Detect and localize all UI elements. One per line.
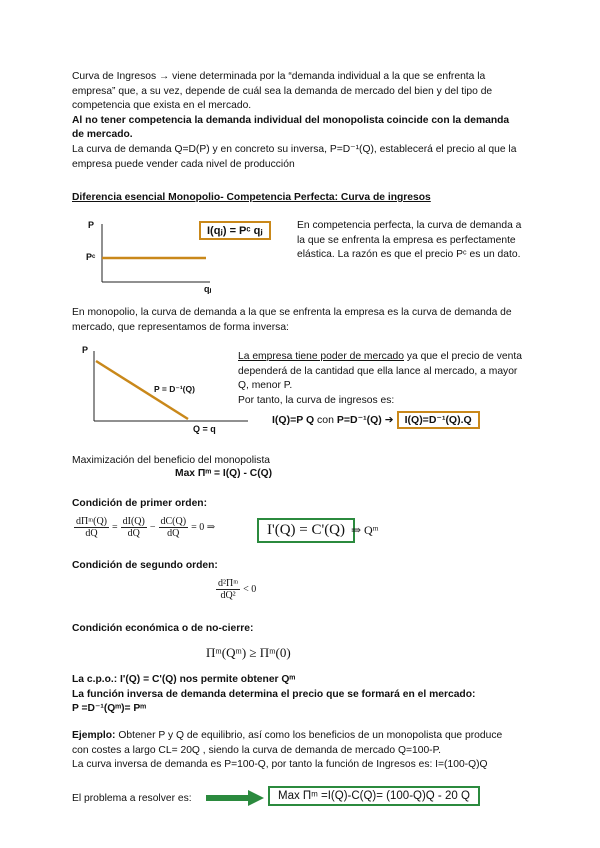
example-label: Ejemplo: <box>72 730 116 741</box>
intro-line: competencia que exista en el mercado. <box>72 100 252 112</box>
denominator: dQ <box>127 528 140 539</box>
text-line: Q, menor P. <box>238 380 293 392</box>
formula-part: P=D⁻¹(Q) <box>336 414 382 426</box>
text-line: mercado, que representamos de forma inversa: <box>72 321 289 333</box>
implication-arrow: ⇒ <box>351 523 362 537</box>
numerator: dI(Q) <box>122 516 145 527</box>
curve-label: P = D⁻¹(Q) <box>154 384 195 394</box>
equals-zero: = 0 ⇒ <box>191 522 216 533</box>
example-paragraph <box>72 729 562 773</box>
intro-line: empresa” que, a su vez, depende de cuál sea la demanda de mercado del bien y del tipo de <box>72 85 493 97</box>
equals-sign: = <box>112 522 118 533</box>
x-axis-label: qⱼ <box>204 284 212 294</box>
problem-box: Max Πᵐ =I(Q)-C(Q)= (100-Q)Q - 20 Q <box>268 786 480 806</box>
example-line: La curva inversa de demanda es P=100-Q, por tanto la función de Ingresos es: I=(100-Q)Q <box>72 759 488 771</box>
problem-label: El problema a resolver es: <box>72 793 192 804</box>
econ-formula: Πᵐ(Qᵐ) ≥ Πᵐ(0) <box>206 645 291 660</box>
maximization-label: Maximización del beneficio del monopolista <box>72 455 271 466</box>
revenue-function-formula <box>272 411 480 429</box>
example-line <box>72 729 562 744</box>
conclusion-line: P =D⁻¹(Qᵐ)= Pᵐ <box>72 703 147 715</box>
denominator: dQ <box>85 528 98 539</box>
intro-bold-line: Al no tener competencia la demanda individual del monopolista coincide con la demanda <box>72 114 510 126</box>
x-axis-label: Q = q <box>193 424 216 434</box>
foc-heading: Condición de primer orden: <box>72 498 208 509</box>
arrow-icon: ➔ <box>384 414 394 426</box>
formula-part: I(Q)=P Q <box>272 414 315 426</box>
text-line: En monopolio, la curva de demanda a la que se enfrenta la empresa es la curva de demanda de <box>72 307 512 318</box>
fraction <box>74 516 109 539</box>
formula-connector: con <box>314 414 337 426</box>
fraction <box>121 516 147 539</box>
econ-heading: Condición económica o de no-cierre: <box>72 623 254 634</box>
text-line: elástica. La razón es que el precio Pᶜ es un dato. <box>297 249 521 261</box>
foc-result-box: I'(Q) = C'(Q) <box>257 518 355 543</box>
conclusion-line: La c.p.o.: I'(Q) = C'(Q) nos permite obtener Qᵐ <box>72 674 296 685</box>
intro-line: La curva de demanda Q=D(P) y en concreto su inversa, P=D⁻¹(Q), establecerá el precio al que la <box>72 143 517 155</box>
intro-paragraph <box>72 70 552 172</box>
perfect-competition-graph <box>82 220 212 295</box>
minus-sign: − <box>149 522 156 533</box>
conclusions <box>72 673 552 717</box>
text-line <box>238 350 558 365</box>
monopoly-paragraph <box>72 306 552 335</box>
soc-heading: Condición de segundo orden: <box>72 560 218 571</box>
y-axis-label: P <box>88 220 95 230</box>
section-heading: Diferencia esencial Monopolio- Competencia Perfecta: Curva de ingresos <box>72 192 431 203</box>
denominator: dQ² <box>220 590 236 601</box>
example-line: con costes a largo CL= 20Q , siendo la curva de demanda de mercado Q=100-P. <box>72 744 442 756</box>
numerator: dΠᵐ(Q) <box>76 516 107 527</box>
numerator: d²Πᵐ <box>218 578 239 589</box>
y-axis-label: P <box>82 345 89 355</box>
intro-bold-line: de mercado. <box>72 129 133 141</box>
right-arrow-icon <box>206 790 264 806</box>
intro-line: empresa puede vender cada nivel de producción <box>72 158 295 170</box>
numerator: dC(Q) <box>160 516 187 527</box>
text-line: dependerá de la cantidad que ella lance al mercado, a mayor <box>238 365 518 377</box>
text-line: la que se enfrenta la empresa es perfectamente <box>297 234 516 246</box>
underlined-text: La empresa tiene poder de mercado <box>238 351 404 362</box>
fraction <box>159 516 189 539</box>
pc-label: Pᶜ <box>86 252 96 262</box>
foc-equation <box>74 516 215 539</box>
text-line: En competencia perfecta, la curva de demanda a <box>297 220 522 231</box>
inequality: < 0 <box>243 584 257 595</box>
soc-equation <box>216 578 256 601</box>
example-text: Obtener P y Q de equilibrio, así como los beneficios de un monopolista que produce <box>115 730 503 741</box>
intro-line: Curva de Ingresos → viene determinada por la “demanda individual a la que se enfrenta la <box>72 71 486 82</box>
text-rest: ya que el precio de venta <box>404 351 522 362</box>
denominator: dQ <box>167 528 180 539</box>
revenue-formula-box: I(qⱼ) = Pᶜ qⱼ <box>199 221 271 240</box>
perfect-competition-text <box>297 219 557 263</box>
maximization-formula: Max Πᵐ = I(Q) - C(Q) <box>175 468 273 479</box>
revenue-function-box: I(Q)=D⁻¹(Q).Q <box>397 411 480 429</box>
conclusion-line: La función inversa de demanda determina el precio que se formará en el mercado: <box>72 688 476 700</box>
market-power-text <box>238 350 558 408</box>
fraction <box>216 578 240 601</box>
foc-output: Qᵐ <box>364 523 379 537</box>
text-line: Por tanto, la curva de ingresos es: <box>238 394 395 406</box>
